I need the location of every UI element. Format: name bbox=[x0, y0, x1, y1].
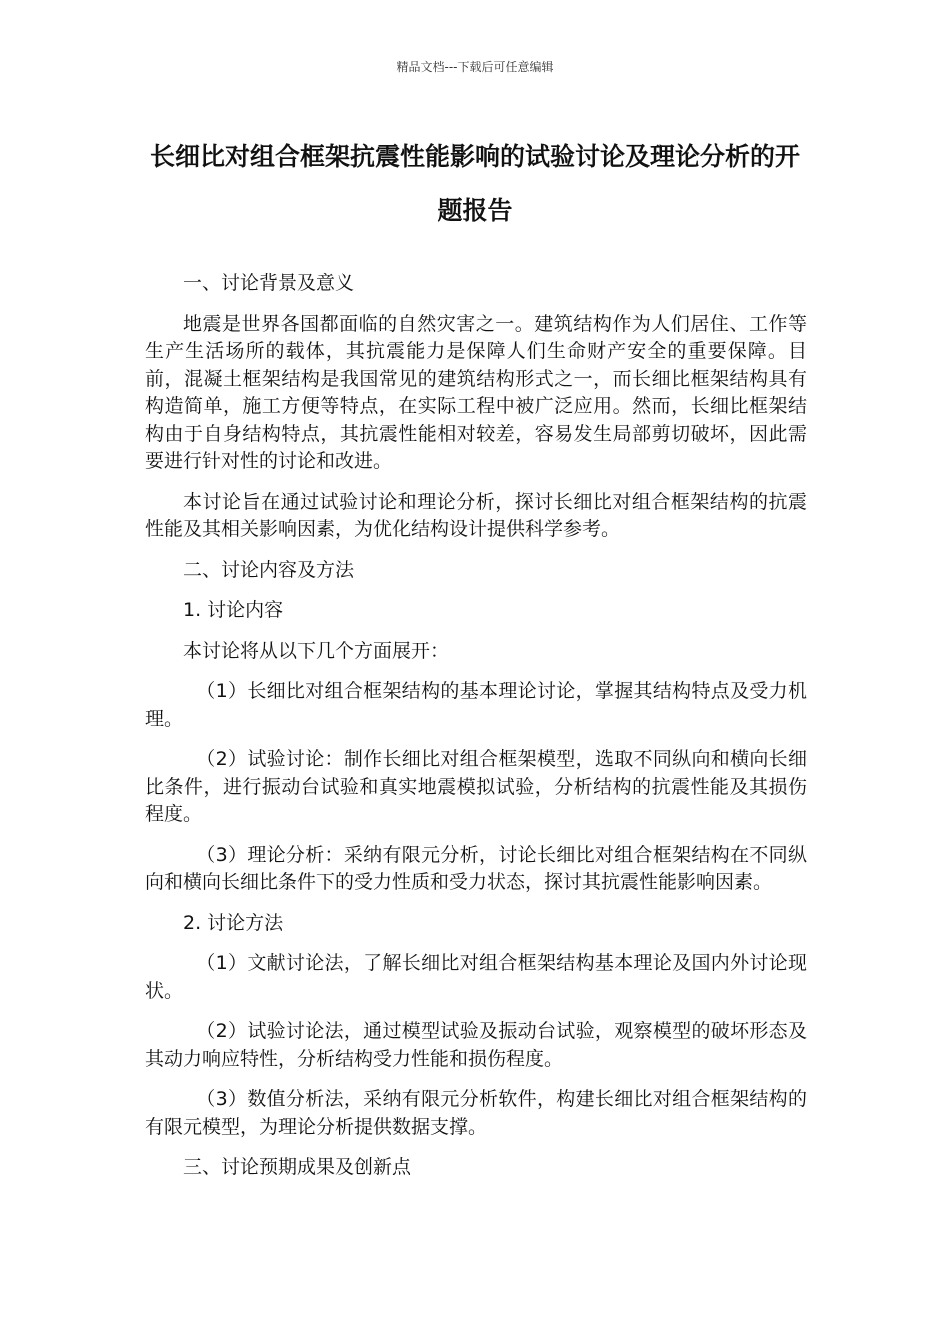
list-item: （1）长细比对组合框架结构的基本理论讨论，掌握其结构特点及受力机理。 bbox=[145, 680, 807, 730]
subsection-heading: 1. 讨论内容 bbox=[183, 599, 284, 621]
list-item: （2）试验讨论：制作长细比对组合框架模型，选取不同纵向和横向长细比条件，进行振动台试验和真实地震模拟试验，分析结构的抗震性能及其损伤程度。 bbox=[145, 748, 807, 825]
header-note: 精品文档---下载后可任意编辑 bbox=[396, 60, 554, 74]
body-paragraph: 本讨论将从以下几个方面展开： bbox=[183, 639, 450, 662]
document-title: 长细比对组合框架抗震性能影响的试验讨论及理论分析的开题报告 bbox=[149, 142, 800, 225]
section-heading: 二、讨论内容及方法 bbox=[183, 558, 355, 581]
list-item: （3）理论分析：采纳有限元分析，讨论长细比对组合框架结构在不同纵向和横向长细比条件下的受力性质和受力状态，探讨其抗震性能影响因素。 bbox=[145, 843, 807, 893]
document-body bbox=[145, 270, 807, 1195]
list-item: （3）数值分析法，采纳有限元分析软件，构建长细比对组合框架结构的有限元模型，为理论分析提供数据支撑。 bbox=[145, 1088, 807, 1138]
body-paragraph: 地震是世界各国都面临的自然灾害之一。建筑结构作为人们居住、工作等生产生活场所的载体，其抗震能力是保障人们生命财产安全的重要保障。目前，混凝土框架结构是我国常见的建筑结构形式之一，而长细比框架结构具有构造简单，施工方便等特点，在实际工程中被广泛应用。然而，长细比框架结构由于自身结构特点，其抗震性能相对较差，容易发生局部剪切破坏，因此需要进行针对性的讨论和改进。 bbox=[145, 312, 807, 472]
list-item: （2）试验讨论法，通过模型试验及振动台试验，观察模型的破坏形态及其动力响应特性，分析结构受力性能和损伤程度。 bbox=[145, 1020, 807, 1070]
list-item: （1）文献讨论法，了解长细比对组合框架结构基本理论及国内外讨论现状。 bbox=[145, 952, 807, 1002]
body-paragraph: 本讨论旨在通过试验讨论和理论分析，探讨长细比对组合框架结构的抗震性能及其相关影响因素，为优化结构设计提供科学参考。 bbox=[145, 490, 807, 540]
section-heading: 三、讨论预期成果及创新点 bbox=[183, 1156, 412, 1178]
section-heading: 一、讨论背景及意义 bbox=[183, 272, 355, 294]
subsection-heading: 2. 讨论方法 bbox=[183, 911, 284, 934]
